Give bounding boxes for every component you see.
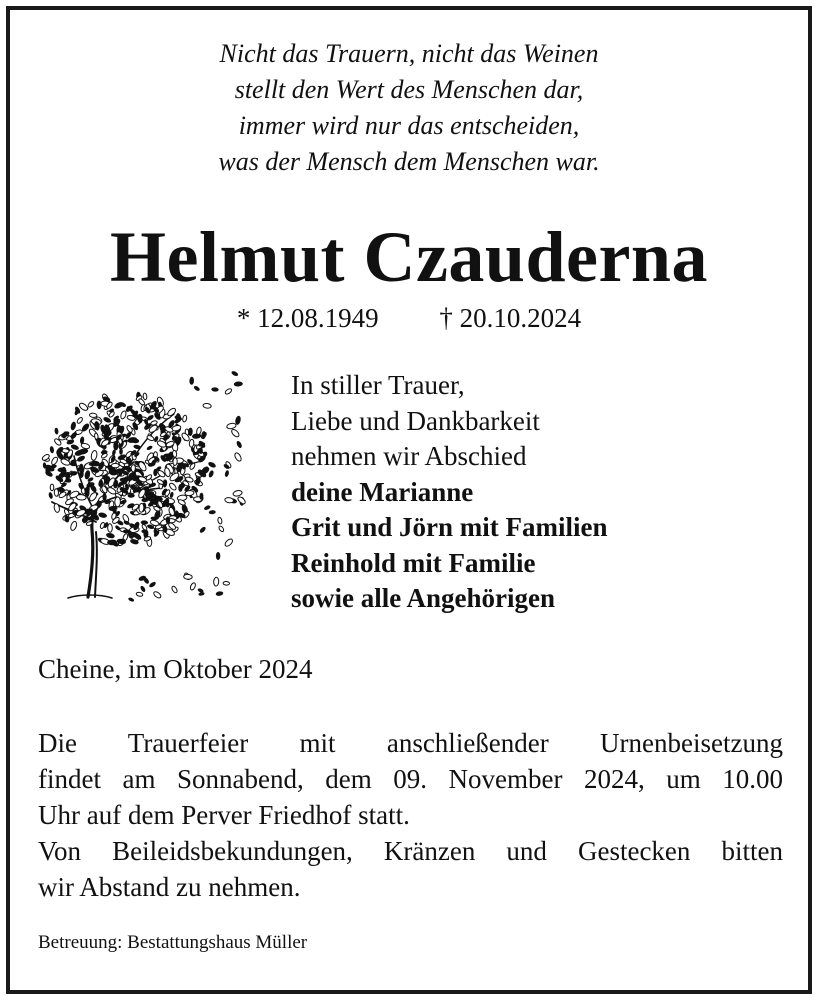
leaf (218, 525, 225, 532)
ceremony-info (38, 725, 783, 905)
leaf (230, 428, 240, 438)
leaf (217, 517, 222, 524)
mourning-text (291, 368, 791, 617)
leaf (185, 490, 194, 496)
leaf (231, 370, 239, 377)
death-date: † 20.10.2024 (439, 303, 582, 333)
leaf (207, 461, 216, 469)
ceremony-line: findet am Sonnabend, dem 09. November 2024, um 10.00 (38, 764, 783, 794)
leaf (58, 491, 67, 499)
mourner-line: Grit und Jörn mit Familien (291, 512, 608, 542)
ceremony-line: Uhr auf dem Perver Friedhof statt. (38, 800, 410, 830)
leaf (226, 423, 236, 430)
leaf (215, 591, 223, 597)
leaf (146, 435, 154, 442)
leaf (189, 582, 196, 591)
place-date: Cheine, im Oktober 2024 (38, 654, 313, 684)
leaf (66, 472, 70, 480)
leaf (70, 521, 78, 532)
leaf (237, 496, 247, 505)
leaf (120, 410, 127, 419)
leaf (234, 452, 243, 462)
leaf (224, 388, 232, 395)
leaf (213, 577, 218, 586)
leaf (88, 491, 98, 502)
mourner-line: deine Marianne (291, 476, 474, 507)
leaf (70, 421, 77, 431)
leaf (76, 417, 83, 425)
leaf (193, 385, 201, 392)
intro-line: Liebe und Dankbarkeit (291, 405, 540, 436)
leaf (113, 401, 124, 410)
leaf (172, 450, 177, 457)
leaf (166, 407, 176, 417)
leaf (208, 470, 215, 478)
poem-line: immer wird nur das entscheiden, (238, 111, 580, 140)
leaf (182, 415, 187, 422)
mourner-line: Reinhold mit Familie (291, 547, 536, 578)
leaf (203, 505, 211, 511)
leaf (50, 484, 54, 491)
leaf (54, 489, 59, 497)
leaf (183, 574, 192, 579)
leaf (98, 512, 108, 519)
leaf (128, 597, 135, 603)
leaf (157, 479, 165, 486)
deceased-name: Helmut Czauderna (110, 217, 708, 297)
leaf (143, 393, 147, 400)
leaf (49, 446, 54, 454)
leaf (199, 526, 207, 534)
life-dates (0, 300, 818, 336)
leaf (146, 445, 153, 451)
leaf (196, 427, 202, 435)
intro-line: nehmen wir Abschied (291, 441, 527, 471)
ceremony-line: Von Beileidsbekundungen, Kränzen und Gestecken bitten (38, 836, 783, 866)
leaf (50, 456, 58, 465)
leaf (216, 552, 220, 560)
leaf (87, 401, 95, 408)
leaf (173, 458, 178, 466)
leaf (111, 463, 119, 467)
leaf (211, 387, 219, 392)
leaf (233, 490, 243, 497)
leaf (224, 497, 233, 503)
leaf (136, 592, 143, 597)
ceremony-line: Die Trauerfeier mit anschließender Urnenbeisetzung (38, 728, 783, 758)
leaf (171, 585, 178, 593)
poem-line: Nicht das Trauern, nicht das Weinen (219, 39, 599, 68)
leaf (53, 503, 60, 513)
leaf (209, 510, 216, 515)
intro-line: In stiller Trauer, (291, 370, 465, 400)
leaf (234, 381, 243, 387)
leaf (203, 403, 212, 409)
leaf (198, 592, 205, 597)
leaf (189, 439, 194, 447)
leaf (54, 427, 59, 434)
leaf (48, 492, 53, 500)
leaf (140, 585, 147, 593)
leaf (223, 581, 230, 585)
leaf (139, 503, 144, 512)
leaf (108, 524, 113, 533)
leaf (94, 433, 98, 440)
leaf (224, 538, 234, 548)
leaf (106, 532, 116, 539)
leaf (126, 425, 134, 433)
ceremony-line: wir Abstand zu nehmen. (38, 872, 301, 902)
leaf (236, 440, 243, 449)
leaf (81, 443, 91, 450)
birth-date: * 12.08.1949 (236, 303, 379, 333)
leaf (148, 581, 156, 589)
leaf (89, 413, 97, 418)
poem (0, 36, 818, 180)
poem-line: stellt den Wert des Menschen dar, (234, 75, 584, 104)
mourner-line: sowie alle Angehörigen (291, 583, 555, 613)
leaf (115, 497, 121, 507)
windblown-tree-icon (38, 362, 250, 608)
poem-line: was der Mensch dem Menschen war. (218, 147, 600, 176)
funeral-home: Betreuung: Bestattungshaus Müller (38, 932, 308, 953)
leaf (189, 377, 194, 385)
leaf (224, 470, 229, 478)
leaf (91, 450, 98, 461)
leaf (153, 590, 162, 599)
leaf (119, 448, 123, 455)
